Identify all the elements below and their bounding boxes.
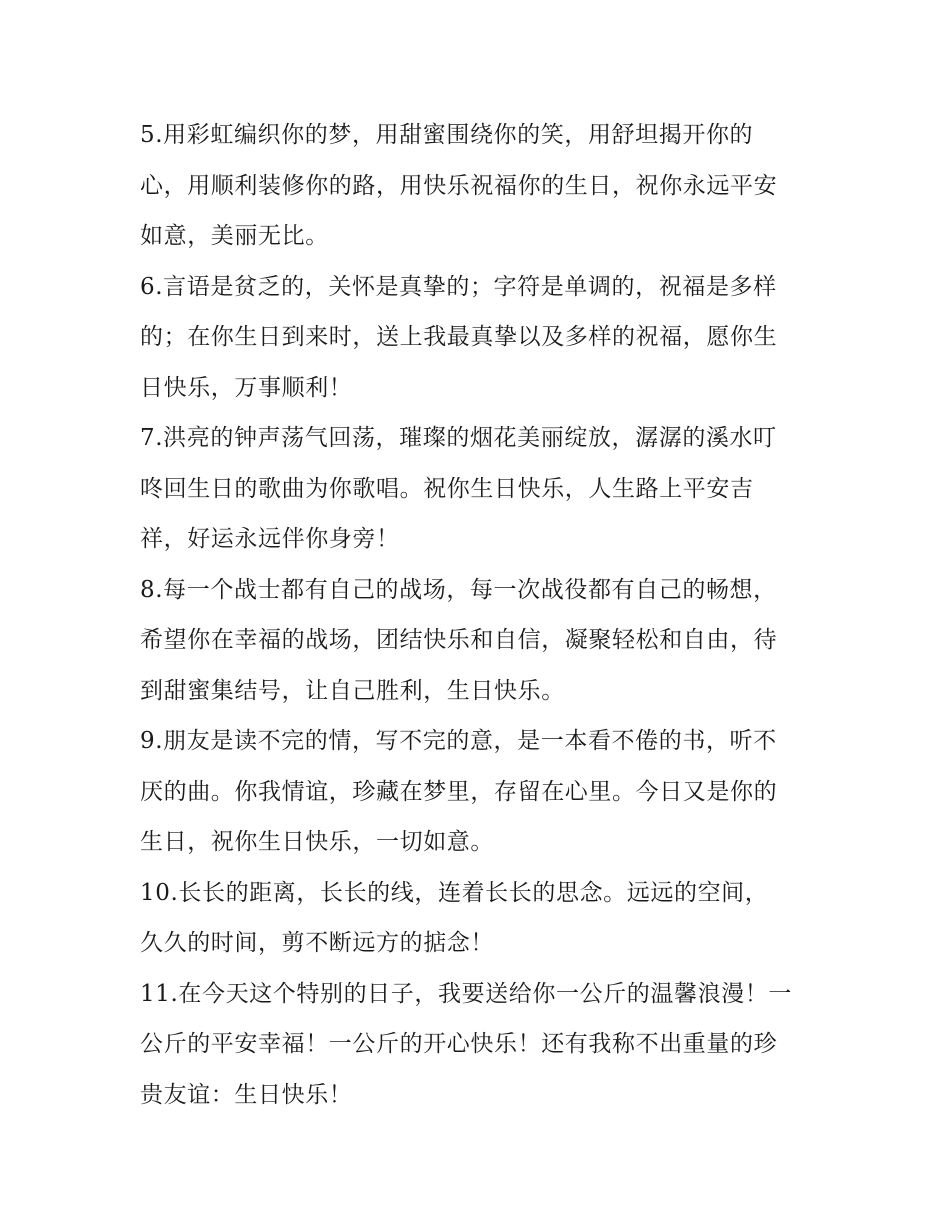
document-body	[140, 110, 815, 1120]
text-line: 日快乐，万事顺利！	[140, 374, 353, 401]
text-line: 9.朋友是读不完的情，写不完的意，是一本看不倦的书，听不	[140, 728, 777, 754]
text-line: 如意，美丽无比。	[140, 223, 329, 249]
text-line: 到甜蜜集结号，让自己胜利，生日快乐。	[140, 677, 565, 704]
text-line: 的；在你生日到来时，送上我最真挚以及多样的祝福，愿你生	[140, 324, 778, 350]
text-line: 6.言语是贫乏的，关怀是真挚的；字符是单调的，祝福是多样	[140, 273, 777, 300]
text-line: 10.长长的距离，长长的线，连着长长的思念。远远的空间，	[140, 879, 769, 906]
text-line: 公斤的平安幸福！一公斤的开心快乐！还有我称不出重量的珍	[140, 1031, 778, 1057]
text-line: 咚回生日的歌曲为你歌唱。祝你生日快乐，人生路上平安吉	[140, 475, 754, 502]
text-line: 5.用彩虹编织你的梦，用甜蜜围绕你的笑，用舒坦揭开你的	[140, 122, 754, 148]
text-line: 希望你在幸福的战场，团结快乐和自信，凝聚轻松和自由，待	[140, 627, 778, 653]
text-line: 厌的曲。你我情谊，珍藏在梦里，存留在心里。今日又是你的	[140, 778, 778, 805]
text-line: 祥，好运永远伴你身旁！	[140, 526, 400, 552]
text-line: 7.洪亮的钟声荡气回荡，璀璨的烟花美丽绽放，潺潺的溪水叮	[140, 425, 777, 451]
text-line: 久久的时间，剪不断远方的掂念！	[140, 930, 494, 956]
text-line: 心，用顺利装修你的路，用快乐祝福你的生日，祝你永远平安	[140, 172, 778, 199]
text-line: 贵友谊：生日快乐！	[140, 1081, 353, 1108]
text-line: 8.每一个战士都有自己的战场，每一次战役都有自己的畅想，	[140, 576, 777, 603]
text-line: 11.在今天这个特别的日子，我要送给你一公斤的温馨浪漫！一	[140, 980, 792, 1007]
text-line: 生日，祝你生日快乐，一切如意。	[140, 829, 494, 855]
